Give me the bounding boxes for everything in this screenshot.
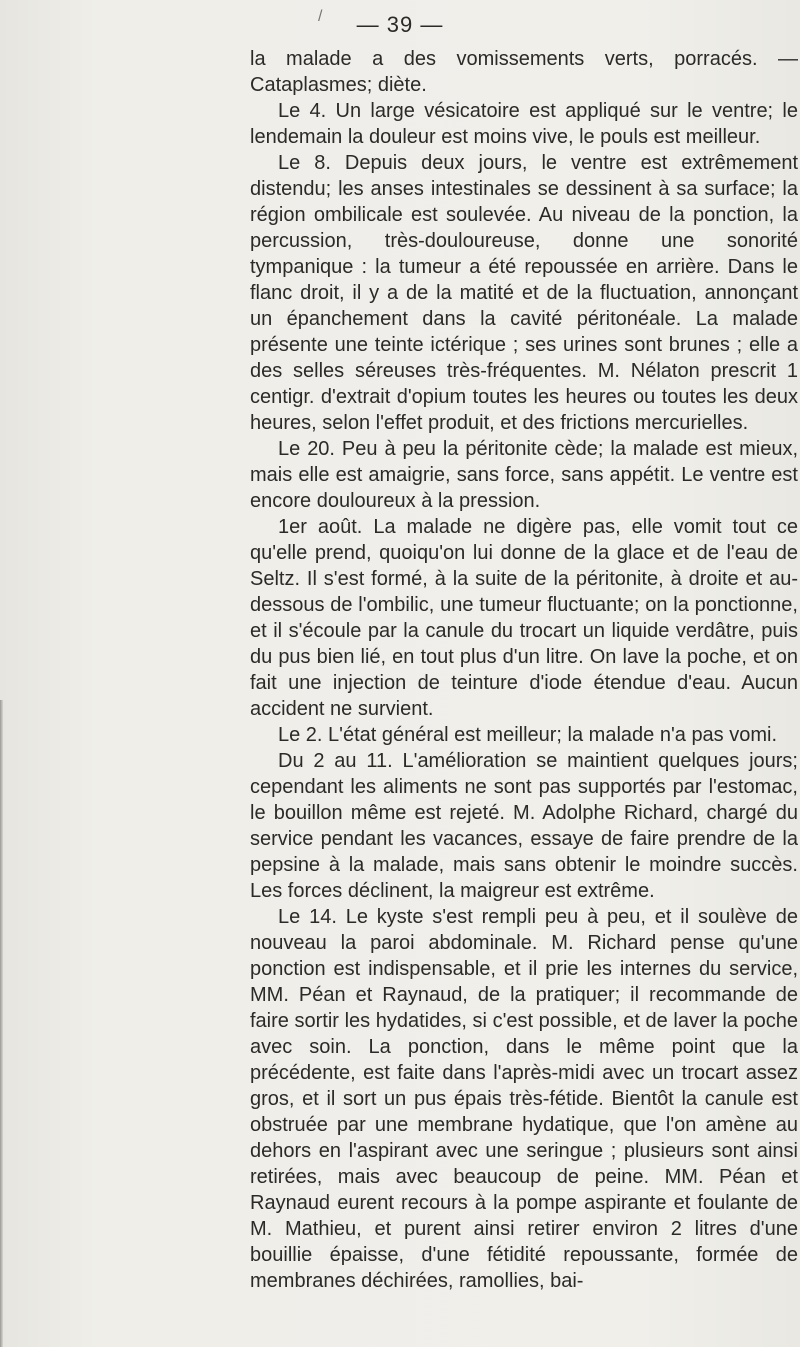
page-number: — 39 — xyxy=(356,12,444,37)
paragraph: la malade a des vomissements verts, porracés. — Cataplasmes; diète. xyxy=(250,48,798,96)
paragraph: Le 8. Depuis deux jours, le ventre est extrêmement distendu; les anses intestinales se dessinent à sa surface; la région ombilicale est soulevée. Au niveau de la ponction, la percussion, très-douloureuse, donne une sonorité tympanique : la tumeur a été repoussée en arrière. Dans le flanc droit, il y a de la matité et de la fluctuation, annonçant un épanchement dans la cavité péritonéale. La malade présente une teinte ictérique ; ses urines sont brunes ; elle a des selles séreuses très-fréquentes. M. Nélaton prescrit 1 centigr. d'extrait d'opium toutes les heures ou toutes les deux heures, selon l'effet produit, et des frictions mercurielles. xyxy=(250,152,798,434)
page-fold-shadow xyxy=(0,700,3,1347)
paragraph: Le 20. Peu à peu la péritonite cède; la malade est mieux, mais elle est amaigrie, sans force, sans appétit. Le ventre est encore douloureux à la pression. xyxy=(250,438,798,512)
body-text xyxy=(250,46,798,1294)
paragraph: Le 4. Un large vésicatoire est appliqué sur le ventre; le lendemain la douleur est moins vive, le pouls est meilleur. xyxy=(250,100,798,148)
stray-mark: / xyxy=(318,8,323,25)
paragraph: 1er août. La malade ne digère pas, elle vomit tout ce qu'elle prend, quoiqu'on lui donne de la glace et de l'eau de Seltz. Il s'est formé, à la suite de la péritonite, à droite et au-dessous de l'ombilic, une tumeur fluctuante; on la ponctionne, et il s'écoule par la canule du trocart un liquide verdâtre, puis du pus bien lié, en tout plus d'un litre. On lave la poche, et on fait une injection de teinture d'iode étendue d'eau. Aucun accident ne survient. xyxy=(250,516,798,720)
paragraph: Le 14. Le kyste s'est rempli peu à peu, et il soulève de nouveau la paroi abdominale. M. Richard pense qu'une ponction est indispensable, et il prie les internes du service, MM. Péan et Raynaud, de la pratiquer; il recommande de faire sortir les hydatides, si c'est possible, et de laver la poche avec soin. La ponction, dans le même point que la précédente, est faite dans l'après-midi avec un trocart assez gros, et il sort un pus épais très-fétide. Bientôt la canule est obstruée par une membrane hydatique, que l'on amène au dehors en l'aspirant avec une seringue ; plusieurs sont ainsi retirées, mais avec beaucoup de peine. MM. Péan et Raynaud eurent recours à la pompe aspirante et foulante de M. Mathieu, et purent ainsi retirer environ 2 litres d'une bouillie épaisse, d'une fétidité repoussante, formée de membranes déchirées, ramollies, bai- xyxy=(250,906,798,1292)
paragraph: Le 2. L'état général est meilleur; la malade n'a pas vomi. xyxy=(278,724,778,746)
paragraph: Du 2 au 11. L'amélioration se maintient quelques jours; cependant les aliments ne sont pas supportés par l'estomac, le bouillon même est rejeté. M. Adolphe Richard, chargé du service pendant les vacances, essaye de faire prendre de la pepsine à la malade, mais sans obtenir le moindre succès. Les forces déclinent, la maigreur est extrême. xyxy=(250,750,798,902)
